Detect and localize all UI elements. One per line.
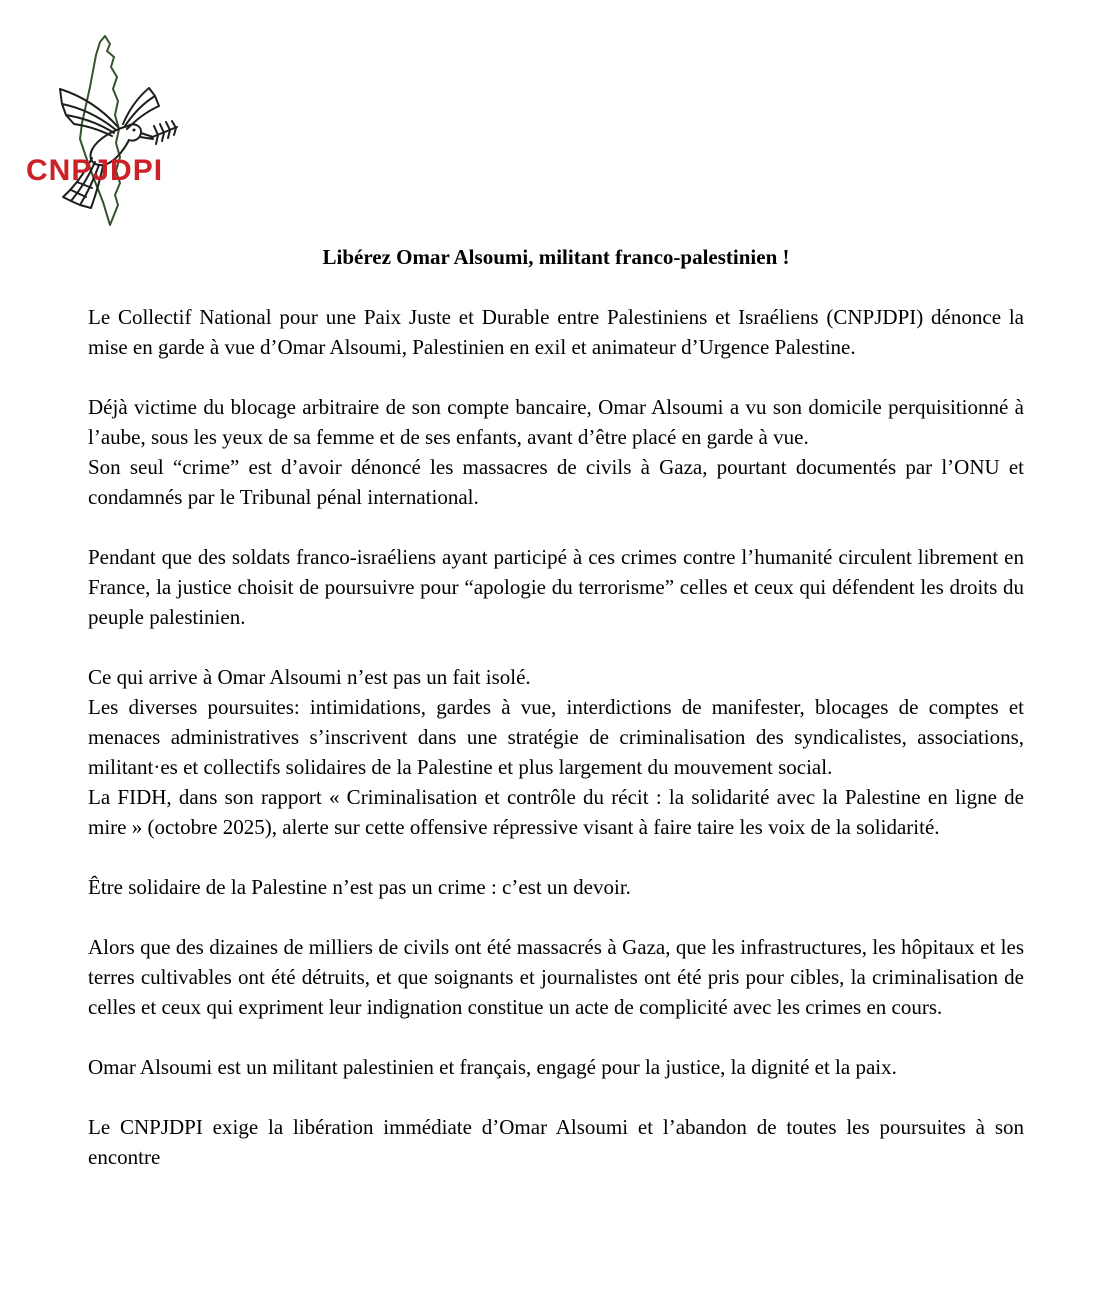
paragraph-devoir: Être solidaire de la Palestine n’est pas un crime : c’est un devoir. <box>88 875 631 899</box>
paragraph-fidh: La FIDH, dans son rapport « Criminalisation et contrôle du récit : la solidarité avec la Palestine en ligne de mire » (octobre 2025), alerte sur cette offensive répressive visant à faire taire les voix de la solidarité. <box>88 785 1024 839</box>
paragraph-poursuites: Les diverses poursuites: intimidations, gardes à vue, interdictions de manifester, blocages de comptes et menaces administratives s’inscrivent dans une stratégie de criminalisation des syndicalistes, associations, militant·es et collectifs solidaires de la Palestine et plus largement du mouvement social. <box>88 695 1024 779</box>
org-acronym: CNPJDPI <box>26 154 164 187</box>
paragraph-fait-isole: Ce qui arrive à Omar Alsoumi n’est pas un fait isolé. <box>88 665 531 689</box>
paragraph-crime: Son seul “crime” est d’avoir dénoncé les massacres de civils à Gaza, pourtant documentés par l’ONU et condamnés par le Tribunal pénal international. <box>88 455 1024 509</box>
org-logo <box>26 34 200 216</box>
paragraph-exigence: Le CNPJDPI exige la libération immédiate d’Omar Alsoumi et l’abandon de toutes les poursuites à son encontre <box>88 1115 1024 1169</box>
paragraph-militant: Omar Alsoumi est un militant palestinien et français, engagé pour la justice, la dignité et la paix. <box>88 1055 897 1079</box>
document-body <box>0 242 1096 1172</box>
document-title: Libérez Omar Alsoumi, militant franco-palestinien ! <box>322 245 790 269</box>
paragraph-perquisition: Déjà victime du blocage arbitraire de son compte bancaire, Omar Alsoumi a vu son domicile perquisitionné à l’aube, sous les yeux de sa femme et de ses enfants, avant d’être placé en garde à vue. <box>88 395 1024 449</box>
paragraph-intro: Le Collectif National pour une Paix Juste et Durable entre Palestiniens et Israéliens (CNPJDPI) dénonce la mise en garde à vue d’Omar Alsoumi, Palestinien en exil et animateur d’Urgence Palestine. <box>88 305 1024 359</box>
dove-olive-branch-map-icon <box>30 34 180 234</box>
dove-icon <box>60 88 177 208</box>
paragraph-gaza: Alors que des dizaines de milliers de civils ont été massacrés à Gaza, que les infrastructures, les hôpitaux et les terres cultivables ont été détruits, et que soignants et journalistes ont été pris pour cibles, la criminalisation de celles et ceux qui expriment leur indignation constitue un acte de complicité avec les crimes en cours. <box>88 935 1024 1019</box>
paragraph-soldats: Pendant que des soldats franco-israéliens ayant participé à ces crimes contre l’humanité circulent librement en France, la justice choisit de poursuivre pour “apologie du terrorisme” celles et ceux qui défendent les droits du peuple palestinien. <box>88 545 1024 629</box>
